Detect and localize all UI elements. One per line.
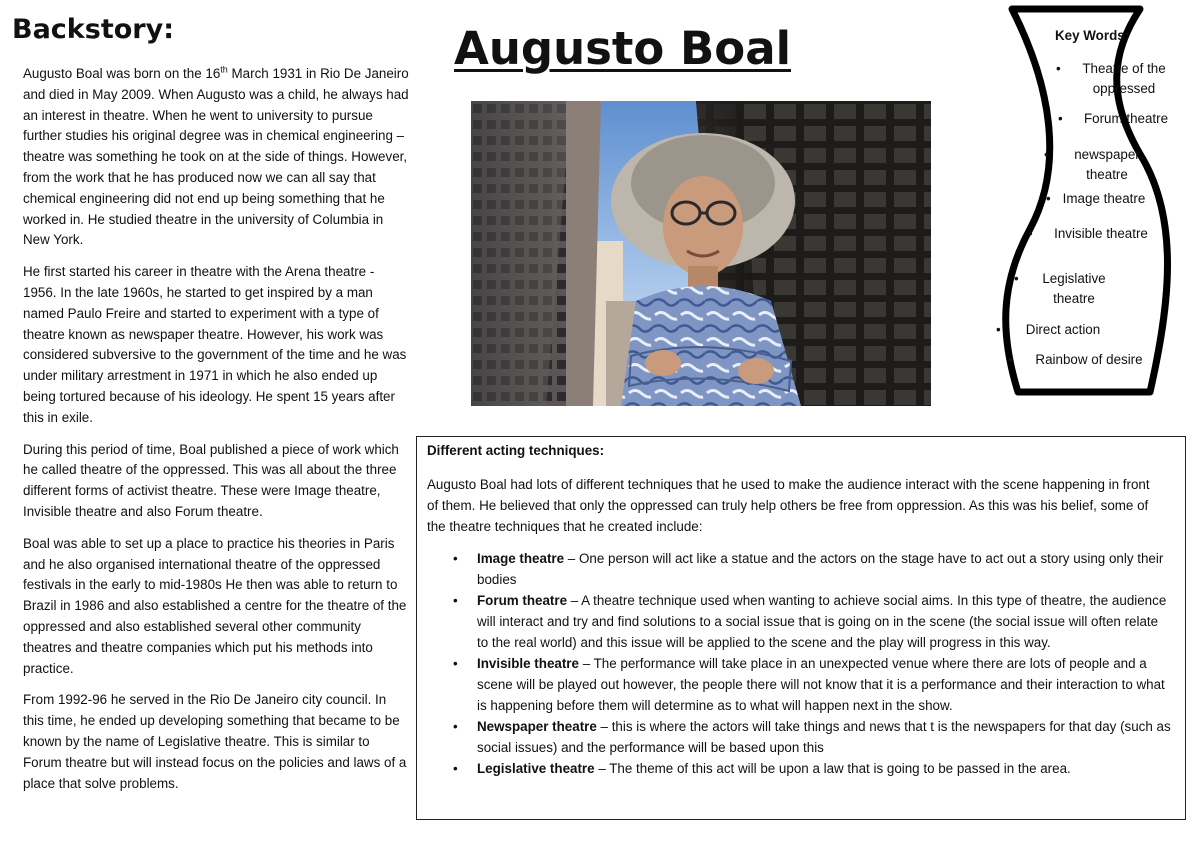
bullet-icon: • <box>1028 226 1033 241</box>
technique-desc: – The theme of this act will be upon a law that is going to be passed in the area. <box>594 761 1071 776</box>
bullet-icon: • <box>453 656 458 671</box>
technique-item <box>453 548 1171 590</box>
keyword-text: newspaper <box>1074 147 1140 162</box>
keyword-text: Invisible theatre <box>1054 226 1148 241</box>
keyword-text: Theatre of the <box>1082 61 1166 76</box>
bullet-icon: • <box>1044 147 1049 162</box>
keyword-item <box>1014 269 1114 309</box>
techniques-heading: Different acting techniques: <box>427 443 605 458</box>
technique-term: Image theatre <box>477 551 565 566</box>
technique-item <box>453 590 1171 653</box>
portrait-photo <box>471 101 931 406</box>
keyword-item <box>1046 189 1154 209</box>
technique-desc: – this is where the actors will take things and news that t is the newspapers for that day (such as social issues) and the performance will be based upon this <box>477 719 1171 755</box>
bullet-icon: • <box>1008 352 1013 367</box>
technique-term: Forum theatre <box>477 593 568 608</box>
bullet-icon: • <box>453 719 458 734</box>
keyword-text: oppressed <box>1092 81 1156 96</box>
technique-term: Newspaper theatre <box>477 719 597 734</box>
technique-desc: – The performance will take place in an unexpected venue where there are lots of people and a scene will be played out however, the people there will not know that it is a performance and their interaction to what is happening before them will determine as to what will happen next in the show. <box>477 656 1165 713</box>
technique-term: Legislative theatre <box>477 761 595 776</box>
backstory-paragraph-2: He first started his career in theatre with the Arena theatre - 1956. In the late 1960s, he started to get inspired by a man named Paulo Freire and started to experiment with a type of theatre known as newspaper theatre. However, his work was considered subversive to the government of the time and he was under military arrestment in 1971 in which he also ended up being tortured because of his ideology. He spent 15 years after this in exile. <box>23 264 407 425</box>
bullet-icon: • <box>996 322 1001 337</box>
techniques-box <box>416 436 1186 820</box>
technique-term: Invisible theatre <box>477 656 579 671</box>
techniques-intro: Augusto Boal had lots of different techniques that he used to make the audience interact with the scene happening in front of them. He believed that only the oppressed can truly help others be free from oppression. As this was his belief, some of the theatre techniques that he created include: <box>427 477 1150 534</box>
techniques-list <box>453 548 1171 779</box>
technique-item <box>453 758 1171 779</box>
keywords-panel <box>980 4 1185 399</box>
backstory-paragraph-4: Boal was able to set up a place to practice his theories in Paris and he also organised international theatre of the oppressed festivals in the early to mid-1980s He then was able to return to Brazil in 1986 and also established a centre for the theatre of the oppressed and also established several other community theatres and theatre companies which put his methods into practice. <box>23 535 407 676</box>
technique-item <box>453 716 1171 758</box>
bullet-icon: • <box>453 593 458 608</box>
keyword-text: Direct action <box>1025 322 1101 337</box>
backstory-paragraph-5: From 1992-96 he served in the Rio De Janeiro city council. In this time, he ended up developing something that became to be known by the name of Legislative theatre. This is similar to Forum theatre but will instead focus on the policies and laws of a place that solve problems. <box>23 692 407 791</box>
keyword-item <box>996 320 1108 340</box>
bullet-icon: • <box>1058 111 1063 126</box>
technique-item <box>453 653 1171 716</box>
keyword-text: Legislative <box>1042 271 1106 286</box>
technique-desc: – A theatre technique used when wanting to achieve social aims. In this type of theatre, the audience will interact and try and find solutions to a social issue that is going on in the scene (the social issue will often relate to the real world) and this issue will be applied to the scene and the play will progress in this way. <box>477 593 1167 650</box>
keyword-text: Rainbow of desire <box>1035 352 1143 367</box>
bullet-icon: • <box>1014 271 1019 286</box>
backstory-body <box>23 64 409 805</box>
keywords-heading: Key Words: <box>1055 28 1130 43</box>
backstory-paragraph-1 <box>23 64 409 251</box>
keyword-text: theatre <box>1086 167 1128 182</box>
keyword-item <box>1044 145 1152 185</box>
keyword-text: Image theatre <box>1062 191 1146 206</box>
bullet-icon: • <box>1046 191 1051 206</box>
backstory-text: Augusto Boal was born on the 16 <box>23 66 221 81</box>
bullet-icon: • <box>453 761 458 776</box>
bullet-icon: • <box>453 551 458 566</box>
keyword-item <box>1008 350 1148 370</box>
backstory-text: March 1931 in Rio De Janeiro and died in May 2009. When Augusto was a child, he always had an interest in theatre. When he went to university to pursue further studies his original degree was in chemical engineering – theatre was something he took on at the side of things. However, from the work that he has produced now we can all say that chemical engineering did not end up being something that he worked in. He studied theatre in the university of Columbia in New York. <box>23 66 409 248</box>
backstory-heading: Backstory: <box>12 14 174 45</box>
keyword-text: Forum theatre <box>1083 111 1169 126</box>
keyword-item <box>1058 109 1176 129</box>
keyword-text: theatre <box>1053 291 1095 306</box>
backstory-paragraph-3: During this period of time, Boal published a piece of work which he called theatre of the oppressed. This was all about the three different forms of activist theatre. These were Image theatre, Invisible theatre and also Forum theatre. <box>23 441 399 519</box>
page-title: Augusto Boal <box>454 22 791 75</box>
keyword-item <box>1056 59 1174 99</box>
superscript: th <box>220 64 228 75</box>
technique-desc: – One person will act like a statue and the actors on the stage have to act out a story using only their bodies <box>477 551 1164 587</box>
keyword-item <box>1028 224 1156 244</box>
bullet-icon: • <box>1056 61 1061 76</box>
